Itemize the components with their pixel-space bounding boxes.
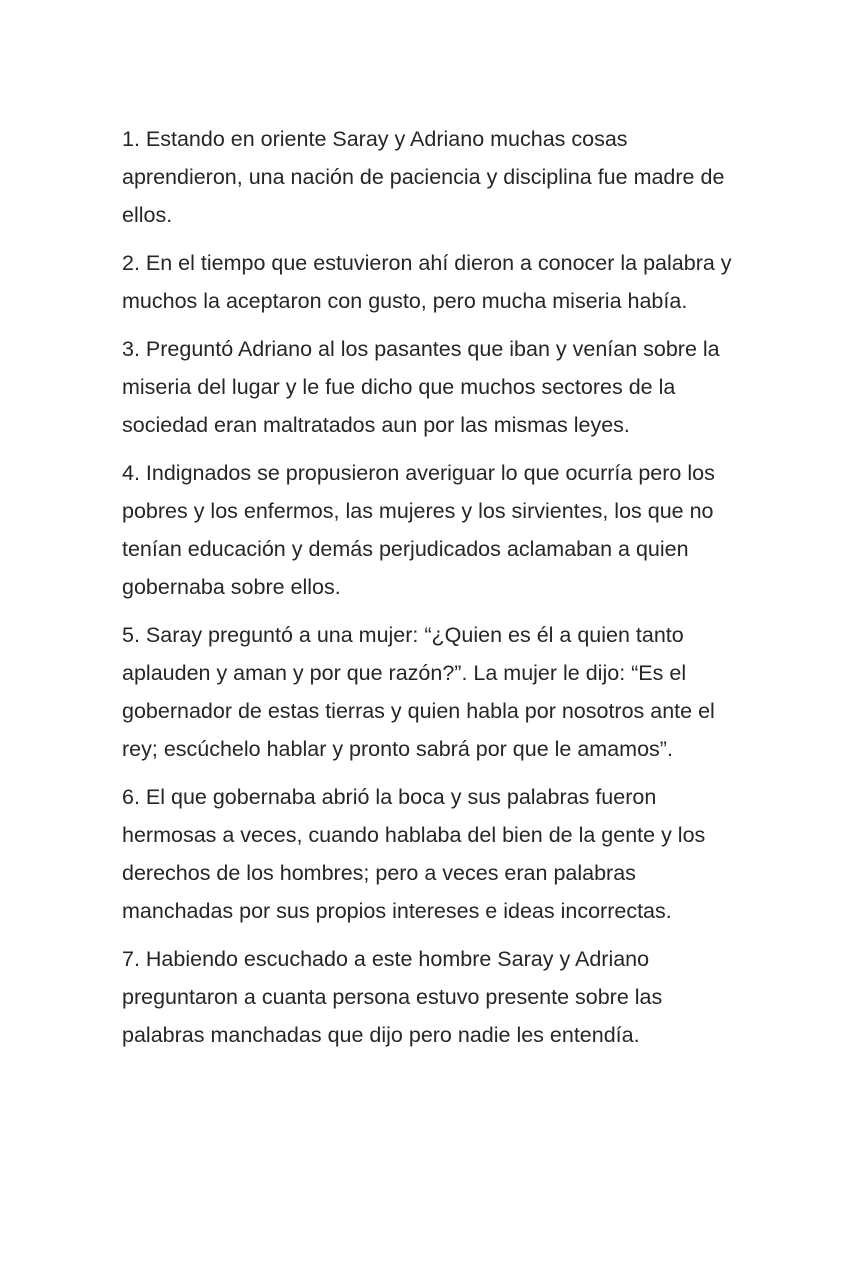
body-text bbox=[122, 120, 732, 1064]
verse-1: 1. Estando en oriente Saray y Adriano muchas cosas aprendieron, una nación de paciencia y disciplina fue madre de ellos. bbox=[122, 127, 725, 227]
verse-2: 2. En el tiempo que estuvieron ahí dieron a conocer la palabra y muchos la aceptaron con gusto, pero mucha miseria había. bbox=[122, 251, 732, 313]
verse-5: 5. Saray preguntó a una mujer: “¿Quien es él a quien tanto aplauden y aman y por que razón?”. La mujer le dijo: “Es el gobernador de estas tierras y quien habla por nosotros ante el rey; escúchelo hablar y pronto sabrá por que le amamos”. bbox=[122, 623, 715, 761]
verse-6: 6. El que gobernaba abrió la boca y sus palabras fueron hermosas a veces, cuando hablaba del bien de la gente y los derechos de los hombres; pero a veces eran palabras manchadas por sus propios intereses e ideas incorrectas. bbox=[122, 785, 706, 923]
verse-4: 4. Indignados se propusieron averiguar lo que ocurría pero los pobres y los enfermos, las mujeres y los sirvientes, los que no tenían educación y demás perjudicados aclamaban a quien gobernaba sobre ellos. bbox=[122, 461, 715, 599]
verse-3: 3. Preguntó Adriano al los pasantes que iban y venían sobre la miseria del lugar y le fue dicho que muchos sectores de la sociedad eran maltratados aun por las mismas leyes. bbox=[122, 337, 720, 437]
verse-7: 7. Habiendo escuchado a este hombre Saray y Adriano preguntaron a cuanta persona estuvo presente sobre las palabras manchadas que dijo pero nadie les entendía. bbox=[122, 947, 663, 1047]
